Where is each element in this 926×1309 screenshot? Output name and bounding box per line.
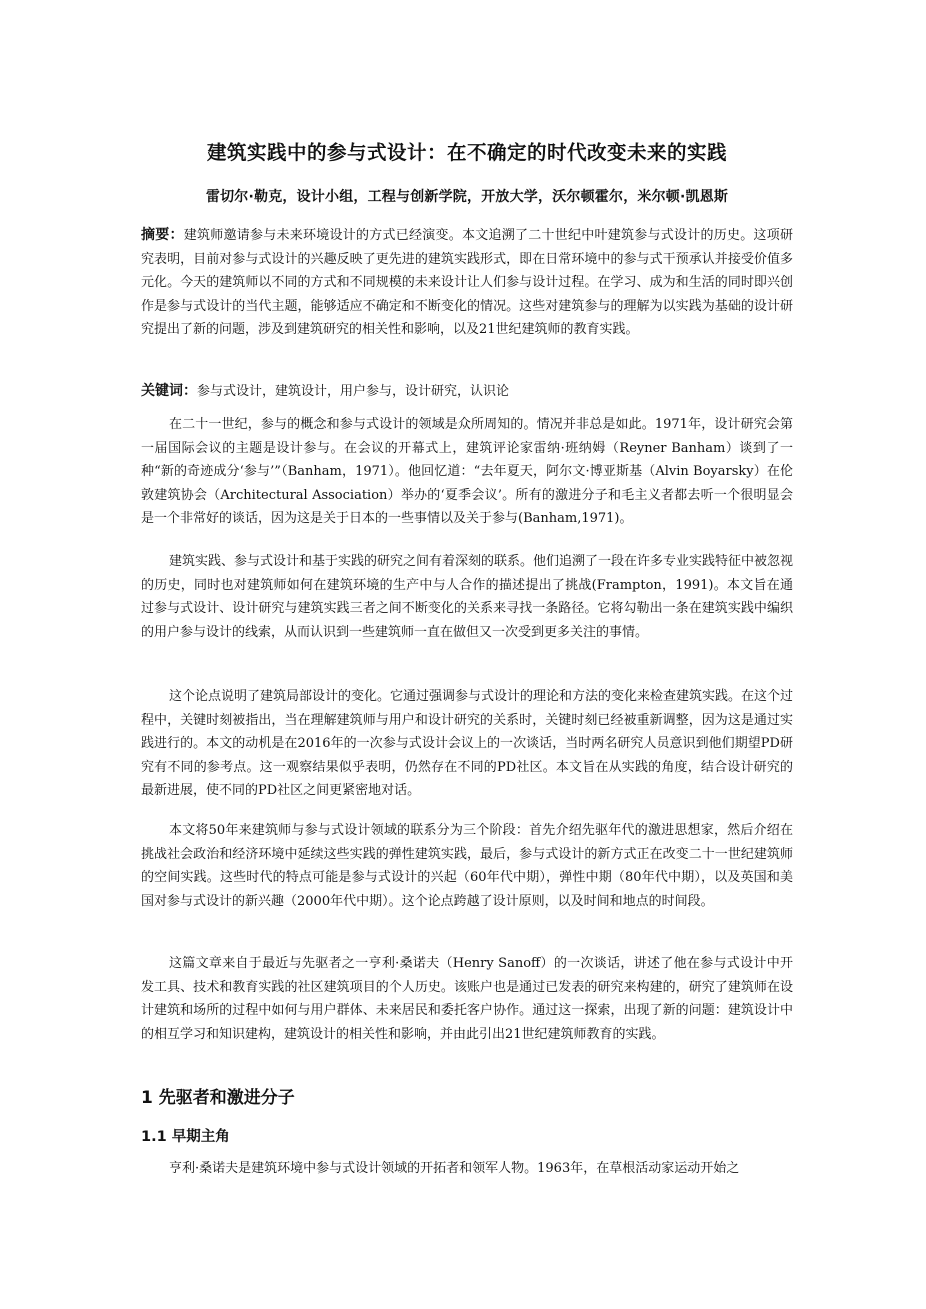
section-heading: 1 先驱者和激进分子	[141, 1088, 295, 1108]
body-paragraph: 本文将50年来建筑师与参与式设计领域的联系分为三个阶段：首先介绍先驱年代的激进思想家，然后介绍在挑战社会政治和经济环境中延续这些实践的弹性建筑实践，最后，参与式设计的新方式正在改变二十一世纪建筑师的空间实践。这些时代的特点可能是参与式设计的兴起（60年代中期），弹性中期（80年代中期），以及英国和美国对参与式设计的新兴趣（2000年代中期）。这个论点跨越了设计原则，以及时间和地点的时间段。	[141, 823, 793, 909]
body-paragraph: 这个论点说明了建筑局部设计的变化。它通过强调参与式设计的理论和方法的变化来检查建筑实践。在这个过程中，关键时刻被指出，当在理解建筑师与用户和设计研究的关系时，关键时刻已经被重新调整，因为这是通过实践进行的。本文的动机是在2016年的一次参与式设计会议上的一次谈话，当时两名研究人员意识到他们期望PD研究有不同的参考点。这一观察结果似乎表明，仍然存在不同的PD社区。本文旨在从实践的角度，结合设计研究的最新进展，使不同的PD社区之间更紧密地对话。	[141, 689, 794, 798]
page-title: 建筑实践中的参与式设计：在不确定的时代改变未来的实践	[206, 141, 727, 164]
body-paragraph: 在二十一世纪，参与的概念和参与式设计的领域是众所周知的。情况并非总是如此。1971年，设计研究会第一届国际会议的主题是设计参与。在会议的开幕式上，建筑评论家雷纳·班纳姆（Reyner Banham）谈到了一种“新的奇迹成分‘参与’”（Banham，1971）。他回忆道：“去年夏天，阿尔文·博亚斯基（Alvin Boyarsky）在伦敦建筑协会（Architectural Association）举办的‘夏季会议’。所有的激进分子和毛主义者都去听一个很明显会是一个非常好的谈话，因为这是关于日本的一些事情以及关于参与(Banham,1971)。	[141, 417, 793, 526]
keywords-label: 关键词：	[141, 383, 197, 399]
author-line: 雷切尔·勒克，设计小组，工程与创新学院，开放大学，沃尔顿霍尔，米尔顿·凯恩斯	[205, 189, 729, 205]
abstract	[141, 224, 793, 342]
abstract-text: 建筑师邀请参与未来环境设计的方式已经演变。本文追溯了二十世纪中叶建筑参与式设计的历史。这项研究表明，目前对参与式设计的兴趣反映了更先进的建筑实践形式，即在日常环境中的参与式干预承认并接受价值多元化。今天的建筑师以不同的方式和不同规模的未来设计让人们参与设计过程。在学习、成为和生活的同时即兴创作是参与式设计的当代主题，能够适应不确定和不断变化的情况。这些对建筑参与的理解为以实践为基础的设计研究提出了新的问题，涉及到建筑研究的相关性和影响，以及21世纪建筑师的教育实践。	[141, 228, 793, 337]
subsection-heading: 1.1 早期主角	[141, 1129, 230, 1145]
abstract-label: 摘要：	[141, 227, 184, 243]
keywords	[141, 380, 793, 404]
body-paragraph: 建筑实践、参与式设计和基于实践的研究之间有着深刻的联系。他们追溯了一段在许多专业实践特征中被忽视的历史，同时也对建筑师如何在建筑环境的生产中与人合作的描述提出了挑战(Frampton，1991)。本文旨在通过参与式设计、设计研究与建筑实践三者之间不断变化的关系来寻找一条路径。它将勾勒出一条在建筑实践中编织的用户参与设计的线索，从而认识到一些建筑师一直在做但又一次受到更多关注的事情。	[141, 554, 794, 640]
keywords-text: 参与式设计，建筑设计，用户参与，设计研究，认识论	[197, 384, 510, 399]
body-paragraph: 这篇文章来自于最近与先驱者之一亨利·桑诺夫（Henry Sanoff）的一次谈话，讲述了他在参与式设计中开发工具、技术和教育实践的社区建筑项目的个人历史。该账户也是通过已发表的研究来构建的，研究了建筑师在设计建筑和场所的过程中如何与用户群体、未来居民和委托客户协作。通过这一探索，出现了新的问题：建筑设计中的相互学习和知识建构，建筑设计的相关性和影响，并由此引出21世纪建筑师教育的实践。	[141, 956, 793, 1042]
body-paragraph: 亨利·桑诺夫是建筑环境中参与式设计领域的开拓者和领军人物。1963年，在草根活动家运动开始之	[169, 1161, 740, 1176]
